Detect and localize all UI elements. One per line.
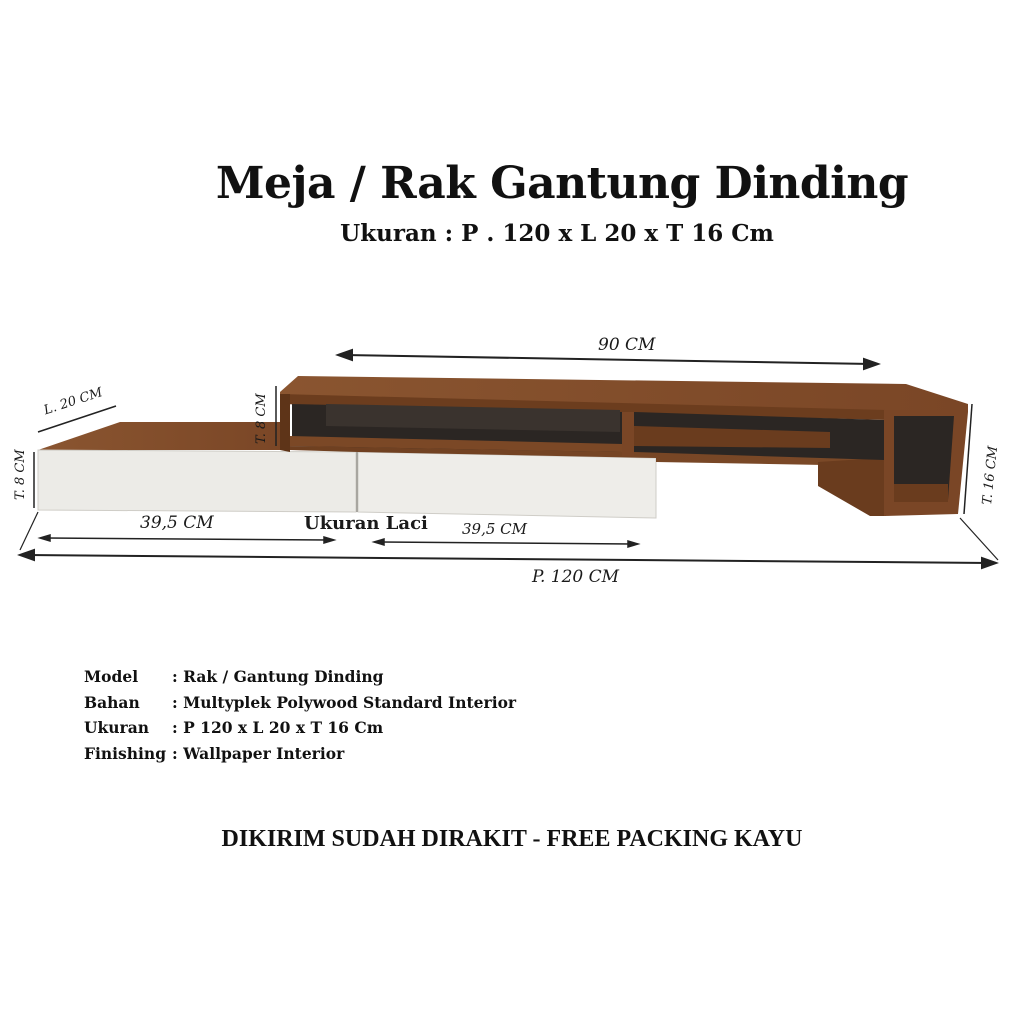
spec-value: : Wallpaper Interior: [172, 743, 345, 763]
spec-key: Finishing: [84, 743, 167, 763]
arrow-drawer-left: [40, 535, 334, 543]
label-90cm: 90 CM: [598, 335, 656, 355]
spec-key: Model: [84, 667, 139, 686]
spec-value: : Multyplek Polywood Standard Interior: [172, 692, 517, 712]
label-upper-height: T. 8 CM: [254, 393, 269, 444]
shipping-note: DIKIRIM SUDAH DIRAKIT - FREE PACKING KAYU: [221, 826, 803, 852]
label-drawer-left: 39,5 CM: [140, 513, 214, 533]
label-drawer-height: T. 8 CM: [13, 449, 28, 500]
spec-key: Ukuran: [84, 718, 150, 737]
label-120cm: P. 120 CM: [532, 567, 620, 587]
spec-key: Bahan: [84, 692, 140, 712]
label-total-height: T. 16 CM: [980, 445, 1002, 506]
spec-row-ukuran: [84, 715, 516, 741]
spec-value: : P 120 x L 20 x T 16 Cm: [172, 718, 384, 737]
spec-row-bahan: [84, 690, 516, 716]
spec-value: : Rak / Gantung Dinding: [172, 667, 384, 686]
drawer-left: [38, 450, 356, 512]
arrow-120cm: [20, 550, 996, 568]
product-size-subtitle: Ukuran : P . 120 x L 20 x T 16 Cm: [340, 220, 774, 247]
arrow-drawer-right: [374, 539, 638, 547]
spec-row-model: [84, 664, 516, 690]
label-drawer-right: 39,5 CM: [462, 520, 528, 538]
product-title: Meja / Rak Gantung Dinding: [215, 158, 909, 209]
spec-list: [84, 664, 516, 766]
spec-row-finishing: [84, 741, 516, 767]
label-width: L. 20 CM: [42, 385, 105, 419]
label-drawer-size: Ukuran Laci: [304, 513, 428, 534]
lower-top-surface: [38, 422, 290, 450]
drawer-right: [358, 452, 656, 518]
